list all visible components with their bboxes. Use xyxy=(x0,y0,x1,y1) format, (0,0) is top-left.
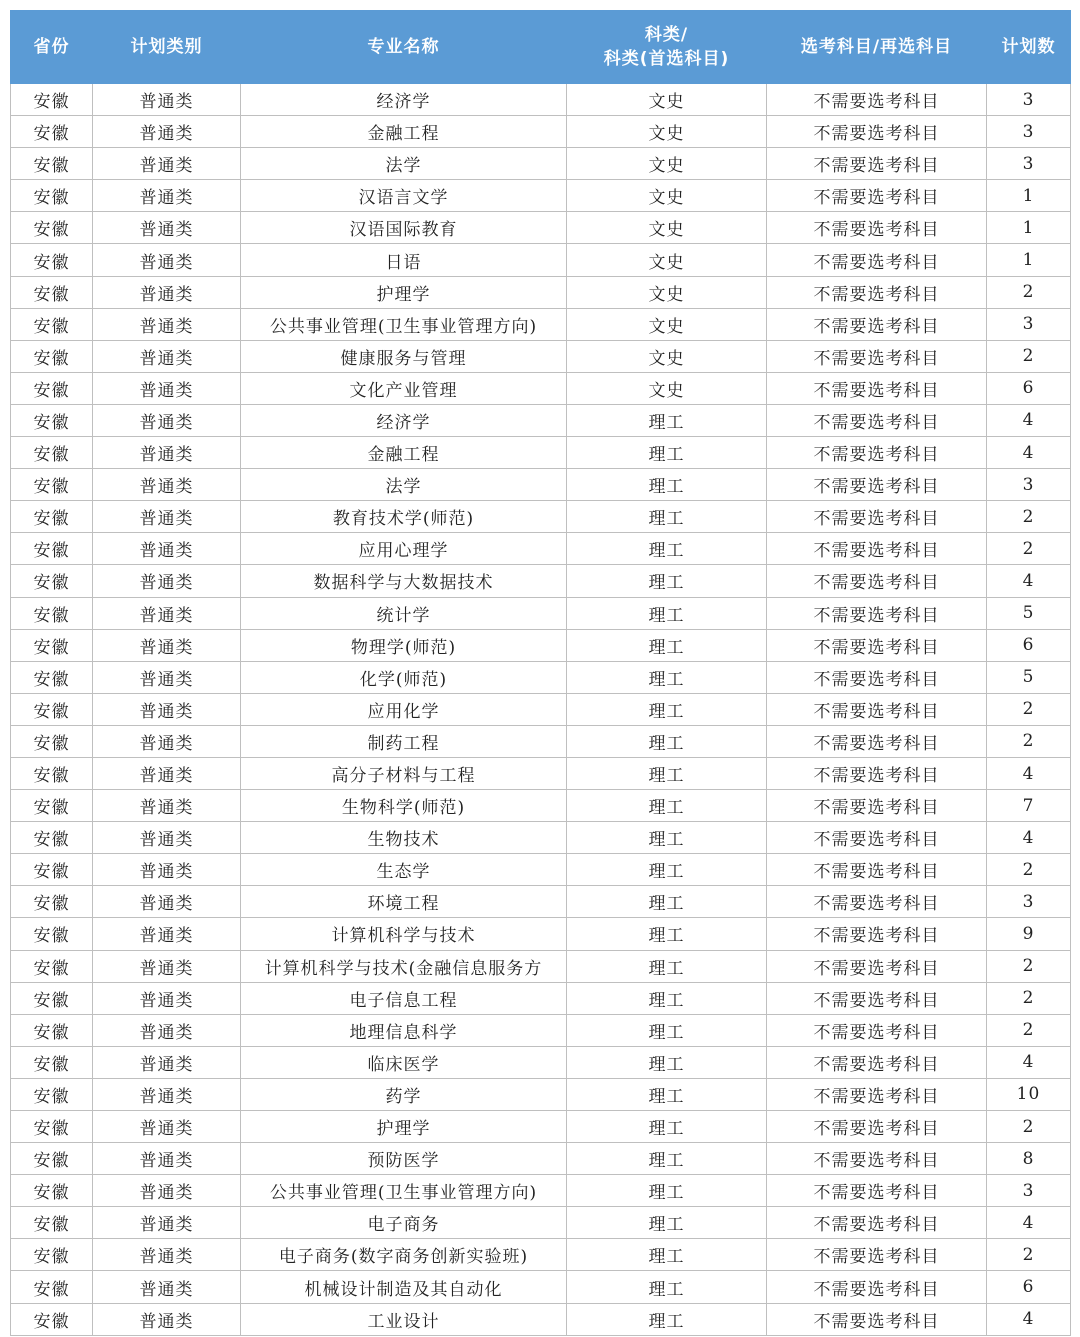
cell-category: 理工 xyxy=(567,757,767,789)
cell-plan-count: 7 xyxy=(987,790,1071,822)
cell-province: 安徽 xyxy=(11,1046,93,1078)
cell-elective: 不需要选考科目 xyxy=(767,1078,987,1110)
cell-elective: 不需要选考科目 xyxy=(767,918,987,950)
cell-major: 电子商务(数字商务创新实验班) xyxy=(241,1239,567,1271)
cell-plan-count: 3 xyxy=(987,116,1071,148)
cell-elective: 不需要选考科目 xyxy=(767,180,987,212)
table-row xyxy=(11,308,1071,340)
cell-elective: 不需要选考科目 xyxy=(767,982,987,1014)
cell-plan-type: 普通类 xyxy=(93,1046,241,1078)
cell-province: 安徽 xyxy=(11,1014,93,1046)
cell-major: 应用化学 xyxy=(241,693,567,725)
cell-plan-count: 6 xyxy=(987,372,1071,404)
cell-plan-count: 3 xyxy=(987,886,1071,918)
cell-category: 理工 xyxy=(567,501,767,533)
cell-category: 文史 xyxy=(567,148,767,180)
cell-plan-type: 普通类 xyxy=(93,1207,241,1239)
cell-province: 安徽 xyxy=(11,790,93,822)
cell-plan-count: 3 xyxy=(987,308,1071,340)
cell-province: 安徽 xyxy=(11,533,93,565)
cell-plan-type: 普通类 xyxy=(93,212,241,244)
cell-category: 理工 xyxy=(567,982,767,1014)
cell-province: 安徽 xyxy=(11,1175,93,1207)
cell-category: 理工 xyxy=(567,565,767,597)
cell-plan-type: 普通类 xyxy=(93,469,241,501)
cell-major: 公共事业管理(卫生事业管理方向) xyxy=(241,308,567,340)
cell-plan-type: 普通类 xyxy=(93,1111,241,1143)
cell-category: 理工 xyxy=(567,404,767,436)
header-province: 省份 xyxy=(11,11,93,84)
cell-major: 经济学 xyxy=(241,84,567,116)
cell-plan-type: 普通类 xyxy=(93,1239,241,1271)
cell-province: 安徽 xyxy=(11,308,93,340)
cell-elective: 不需要选考科目 xyxy=(767,244,987,276)
cell-category: 文史 xyxy=(567,372,767,404)
cell-elective: 不需要选考科目 xyxy=(767,1175,987,1207)
table-row xyxy=(11,1014,1071,1046)
table-row xyxy=(11,757,1071,789)
cell-category: 理工 xyxy=(567,693,767,725)
cell-category: 理工 xyxy=(567,1271,767,1303)
cell-category: 文史 xyxy=(567,180,767,212)
cell-elective: 不需要选考科目 xyxy=(767,148,987,180)
cell-province: 安徽 xyxy=(11,565,93,597)
cell-plan-count: 4 xyxy=(987,565,1071,597)
cell-province: 安徽 xyxy=(11,822,93,854)
table-row xyxy=(11,661,1071,693)
table-row xyxy=(11,404,1071,436)
cell-major: 教育技术学(师范) xyxy=(241,501,567,533)
cell-major: 临床医学 xyxy=(241,1046,567,1078)
cell-major: 环境工程 xyxy=(241,886,567,918)
cell-plan-count: 2 xyxy=(987,1239,1071,1271)
cell-province: 安徽 xyxy=(11,437,93,469)
cell-plan-count: 5 xyxy=(987,597,1071,629)
header-category-line2: 科类(首选科目) xyxy=(603,49,730,69)
cell-plan-type: 普通类 xyxy=(93,822,241,854)
cell-plan-type: 普通类 xyxy=(93,148,241,180)
cell-major: 化学(师范) xyxy=(241,661,567,693)
cell-province: 安徽 xyxy=(11,404,93,436)
cell-plan-type: 普通类 xyxy=(93,982,241,1014)
cell-major: 文化产业管理 xyxy=(241,372,567,404)
table-row xyxy=(11,116,1071,148)
cell-plan-type: 普通类 xyxy=(93,437,241,469)
cell-major: 护理学 xyxy=(241,1111,567,1143)
table-row xyxy=(11,725,1071,757)
cell-plan-type: 普通类 xyxy=(93,950,241,982)
cell-category: 理工 xyxy=(567,854,767,886)
cell-major: 数据科学与大数据技术 xyxy=(241,565,567,597)
cell-plan-type: 普通类 xyxy=(93,918,241,950)
table-row xyxy=(11,212,1071,244)
cell-major: 计算机科学与技术(金融信息服务方 xyxy=(241,950,567,982)
cell-plan-count: 4 xyxy=(987,437,1071,469)
cell-province: 安徽 xyxy=(11,725,93,757)
cell-plan-count: 8 xyxy=(987,1143,1071,1175)
table-row xyxy=(11,148,1071,180)
cell-province: 安徽 xyxy=(11,340,93,372)
table-row xyxy=(11,437,1071,469)
cell-province: 安徽 xyxy=(11,661,93,693)
table-row xyxy=(11,950,1071,982)
header-category xyxy=(567,11,767,84)
table-row xyxy=(11,84,1071,116)
cell-elective: 不需要选考科目 xyxy=(767,501,987,533)
cell-plan-type: 普通类 xyxy=(93,629,241,661)
cell-category: 文史 xyxy=(567,212,767,244)
header-elective: 选考科目/再选科目 xyxy=(767,11,987,84)
table-row xyxy=(11,886,1071,918)
cell-elective: 不需要选考科目 xyxy=(767,886,987,918)
cell-province: 安徽 xyxy=(11,501,93,533)
cell-category: 理工 xyxy=(567,661,767,693)
cell-province: 安徽 xyxy=(11,918,93,950)
cell-major: 药学 xyxy=(241,1078,567,1110)
cell-plan-count: 6 xyxy=(987,629,1071,661)
table-row xyxy=(11,854,1071,886)
cell-plan-type: 普通类 xyxy=(93,854,241,886)
cell-category: 理工 xyxy=(567,918,767,950)
cell-category: 理工 xyxy=(567,629,767,661)
cell-province: 安徽 xyxy=(11,276,93,308)
cell-province: 安徽 xyxy=(11,1271,93,1303)
cell-major: 生物科学(师范) xyxy=(241,790,567,822)
cell-elective: 不需要选考科目 xyxy=(767,1111,987,1143)
cell-plan-type: 普通类 xyxy=(93,244,241,276)
cell-plan-count: 10 xyxy=(987,1078,1071,1110)
cell-plan-count: 3 xyxy=(987,469,1071,501)
cell-major: 法学 xyxy=(241,469,567,501)
cell-major: 地理信息科学 xyxy=(241,1014,567,1046)
cell-elective: 不需要选考科目 xyxy=(767,533,987,565)
cell-elective: 不需要选考科目 xyxy=(767,757,987,789)
table-row xyxy=(11,1207,1071,1239)
cell-province: 安徽 xyxy=(11,982,93,1014)
cell-major: 护理学 xyxy=(241,276,567,308)
cell-province: 安徽 xyxy=(11,1303,93,1335)
cell-category: 理工 xyxy=(567,533,767,565)
cell-plan-count: 2 xyxy=(987,501,1071,533)
cell-province: 安徽 xyxy=(11,629,93,661)
cell-elective: 不需要选考科目 xyxy=(767,950,987,982)
cell-category: 文史 xyxy=(567,308,767,340)
cell-elective: 不需要选考科目 xyxy=(767,1303,987,1335)
cell-major: 金融工程 xyxy=(241,116,567,148)
cell-plan-count: 2 xyxy=(987,693,1071,725)
cell-plan-type: 普通类 xyxy=(93,84,241,116)
cell-plan-type: 普通类 xyxy=(93,693,241,725)
header-plan-count: 计划数 xyxy=(987,11,1071,84)
cell-province: 安徽 xyxy=(11,597,93,629)
table-row xyxy=(11,982,1071,1014)
cell-category: 理工 xyxy=(567,1303,767,1335)
table-row xyxy=(11,1046,1071,1078)
cell-plan-count: 4 xyxy=(987,404,1071,436)
cell-elective: 不需要选考科目 xyxy=(767,1207,987,1239)
table-header xyxy=(11,11,1071,84)
cell-plan-count: 5 xyxy=(987,661,1071,693)
cell-plan-count: 4 xyxy=(987,757,1071,789)
cell-plan-type: 普通类 xyxy=(93,1303,241,1335)
cell-elective: 不需要选考科目 xyxy=(767,822,987,854)
cell-plan-type: 普通类 xyxy=(93,180,241,212)
cell-plan-type: 普通类 xyxy=(93,372,241,404)
cell-plan-count: 1 xyxy=(987,180,1071,212)
cell-province: 安徽 xyxy=(11,212,93,244)
cell-category: 理工 xyxy=(567,950,767,982)
table-row xyxy=(11,1239,1071,1271)
table-row xyxy=(11,597,1071,629)
cell-elective: 不需要选考科目 xyxy=(767,276,987,308)
cell-plan-type: 普通类 xyxy=(93,565,241,597)
cell-plan-count: 6 xyxy=(987,1271,1071,1303)
cell-major: 生物技术 xyxy=(241,822,567,854)
cell-plan-count: 2 xyxy=(987,340,1071,372)
cell-category: 理工 xyxy=(567,1207,767,1239)
cell-major: 日语 xyxy=(241,244,567,276)
cell-category: 文史 xyxy=(567,244,767,276)
cell-plan-type: 普通类 xyxy=(93,790,241,822)
cell-province: 安徽 xyxy=(11,854,93,886)
cell-category: 文史 xyxy=(567,276,767,308)
cell-province: 安徽 xyxy=(11,180,93,212)
cell-province: 安徽 xyxy=(11,950,93,982)
cell-elective: 不需要选考科目 xyxy=(767,404,987,436)
cell-province: 安徽 xyxy=(11,886,93,918)
cell-plan-count: 2 xyxy=(987,1111,1071,1143)
cell-category: 理工 xyxy=(567,1143,767,1175)
table-row xyxy=(11,501,1071,533)
cell-major: 公共事业管理(卫生事业管理方向) xyxy=(241,1175,567,1207)
table-row xyxy=(11,565,1071,597)
cell-major: 计算机科学与技术 xyxy=(241,918,567,950)
cell-category: 理工 xyxy=(567,469,767,501)
cell-category: 理工 xyxy=(567,822,767,854)
cell-elective: 不需要选考科目 xyxy=(767,565,987,597)
cell-category: 理工 xyxy=(567,1078,767,1110)
cell-elective: 不需要选考科目 xyxy=(767,1239,987,1271)
cell-major: 汉语言文学 xyxy=(241,180,567,212)
cell-plan-count: 2 xyxy=(987,950,1071,982)
cell-province: 安徽 xyxy=(11,116,93,148)
cell-plan-count: 2 xyxy=(987,1014,1071,1046)
cell-plan-count: 4 xyxy=(987,1046,1071,1078)
table-row xyxy=(11,790,1071,822)
cell-plan-type: 普通类 xyxy=(93,308,241,340)
cell-plan-type: 普通类 xyxy=(93,1014,241,1046)
table-body xyxy=(11,84,1071,1336)
cell-major: 健康服务与管理 xyxy=(241,340,567,372)
cell-province: 安徽 xyxy=(11,693,93,725)
cell-province: 安徽 xyxy=(11,469,93,501)
cell-plan-count: 4 xyxy=(987,1207,1071,1239)
cell-province: 安徽 xyxy=(11,372,93,404)
cell-elective: 不需要选考科目 xyxy=(767,790,987,822)
cell-major: 生态学 xyxy=(241,854,567,886)
cell-province: 安徽 xyxy=(11,244,93,276)
cell-elective: 不需要选考科目 xyxy=(767,116,987,148)
cell-elective: 不需要选考科目 xyxy=(767,1143,987,1175)
table-row xyxy=(11,918,1071,950)
cell-plan-count: 2 xyxy=(987,276,1071,308)
table-row xyxy=(11,693,1071,725)
cell-plan-type: 普通类 xyxy=(93,276,241,308)
cell-plan-count: 1 xyxy=(987,244,1071,276)
cell-plan-type: 普通类 xyxy=(93,1175,241,1207)
cell-major: 工业设计 xyxy=(241,1303,567,1335)
cell-category: 文史 xyxy=(567,340,767,372)
table-row xyxy=(11,1271,1071,1303)
cell-plan-type: 普通类 xyxy=(93,1143,241,1175)
table-row xyxy=(11,1111,1071,1143)
header-row xyxy=(11,11,1071,84)
table-row xyxy=(11,1078,1071,1110)
cell-elective: 不需要选考科目 xyxy=(767,1271,987,1303)
cell-plan-count: 3 xyxy=(987,148,1071,180)
cell-plan-type: 普通类 xyxy=(93,661,241,693)
cell-plan-type: 普通类 xyxy=(93,1271,241,1303)
table-row xyxy=(11,822,1071,854)
cell-plan-type: 普通类 xyxy=(93,1078,241,1110)
cell-major: 统计学 xyxy=(241,597,567,629)
cell-category: 理工 xyxy=(567,886,767,918)
table-row xyxy=(11,533,1071,565)
cell-elective: 不需要选考科目 xyxy=(767,308,987,340)
table-row xyxy=(11,629,1071,661)
cell-elective: 不需要选考科目 xyxy=(767,469,987,501)
cell-plan-count: 4 xyxy=(987,822,1071,854)
cell-province: 安徽 xyxy=(11,757,93,789)
cell-major: 法学 xyxy=(241,148,567,180)
cell-plan-type: 普通类 xyxy=(93,725,241,757)
cell-category: 文史 xyxy=(567,116,767,148)
cell-major: 电子信息工程 xyxy=(241,982,567,1014)
cell-plan-count: 2 xyxy=(987,533,1071,565)
cell-major: 制药工程 xyxy=(241,725,567,757)
cell-province: 安徽 xyxy=(11,1111,93,1143)
cell-category: 理工 xyxy=(567,1014,767,1046)
table-row xyxy=(11,276,1071,308)
cell-category: 理工 xyxy=(567,597,767,629)
table-row xyxy=(11,372,1071,404)
cell-elective: 不需要选考科目 xyxy=(767,340,987,372)
cell-major: 预防医学 xyxy=(241,1143,567,1175)
cell-elective: 不需要选考科目 xyxy=(767,693,987,725)
cell-plan-type: 普通类 xyxy=(93,597,241,629)
cell-province: 安徽 xyxy=(11,1143,93,1175)
table-row xyxy=(11,340,1071,372)
cell-major: 机械设计制造及其自动化 xyxy=(241,1271,567,1303)
table-row xyxy=(11,1303,1071,1335)
cell-major: 汉语国际教育 xyxy=(241,212,567,244)
cell-plan-count: 2 xyxy=(987,854,1071,886)
cell-plan-count: 2 xyxy=(987,725,1071,757)
cell-plan-count: 3 xyxy=(987,1175,1071,1207)
table-row xyxy=(11,180,1071,212)
header-major: 专业名称 xyxy=(241,11,567,84)
enrollment-plan-table xyxy=(10,10,1071,1336)
cell-plan-count: 4 xyxy=(987,1303,1071,1335)
cell-category: 文史 xyxy=(567,84,767,116)
cell-category: 理工 xyxy=(567,1046,767,1078)
cell-elective: 不需要选考科目 xyxy=(767,84,987,116)
cell-major: 经济学 xyxy=(241,404,567,436)
cell-province: 安徽 xyxy=(11,148,93,180)
cell-elective: 不需要选考科目 xyxy=(767,725,987,757)
cell-province: 安徽 xyxy=(11,1078,93,1110)
cell-plan-count: 2 xyxy=(987,982,1071,1014)
cell-elective: 不需要选考科目 xyxy=(767,372,987,404)
cell-elective: 不需要选考科目 xyxy=(767,629,987,661)
table-row xyxy=(11,469,1071,501)
cell-category: 理工 xyxy=(567,1175,767,1207)
cell-elective: 不需要选考科目 xyxy=(767,1014,987,1046)
cell-category: 理工 xyxy=(567,1111,767,1143)
cell-category: 理工 xyxy=(567,725,767,757)
cell-major: 高分子材料与工程 xyxy=(241,757,567,789)
table-row xyxy=(11,1143,1071,1175)
cell-plan-type: 普通类 xyxy=(93,116,241,148)
header-plan-type: 计划类别 xyxy=(93,11,241,84)
cell-category: 理工 xyxy=(567,790,767,822)
cell-plan-count: 9 xyxy=(987,918,1071,950)
cell-plan-type: 普通类 xyxy=(93,340,241,372)
cell-elective: 不需要选考科目 xyxy=(767,661,987,693)
header-category-line1: 科类/ xyxy=(644,25,689,45)
cell-province: 安徽 xyxy=(11,1239,93,1271)
cell-elective: 不需要选考科目 xyxy=(767,854,987,886)
cell-elective: 不需要选考科目 xyxy=(767,1046,987,1078)
cell-major: 金融工程 xyxy=(241,437,567,469)
cell-plan-type: 普通类 xyxy=(93,886,241,918)
cell-category: 理工 xyxy=(567,437,767,469)
table-row xyxy=(11,1175,1071,1207)
cell-plan-count: 1 xyxy=(987,212,1071,244)
cell-plan-type: 普通类 xyxy=(93,757,241,789)
cell-elective: 不需要选考科目 xyxy=(767,212,987,244)
cell-major: 电子商务 xyxy=(241,1207,567,1239)
cell-category: 理工 xyxy=(567,1239,767,1271)
cell-plan-count: 3 xyxy=(987,84,1071,116)
cell-elective: 不需要选考科目 xyxy=(767,437,987,469)
cell-plan-type: 普通类 xyxy=(93,533,241,565)
cell-province: 安徽 xyxy=(11,84,93,116)
table-row xyxy=(11,244,1071,276)
cell-elective: 不需要选考科目 xyxy=(767,597,987,629)
cell-plan-type: 普通类 xyxy=(93,404,241,436)
cell-major: 应用心理学 xyxy=(241,533,567,565)
cell-plan-type: 普通类 xyxy=(93,501,241,533)
cell-province: 安徽 xyxy=(11,1207,93,1239)
cell-major: 物理学(师范) xyxy=(241,629,567,661)
